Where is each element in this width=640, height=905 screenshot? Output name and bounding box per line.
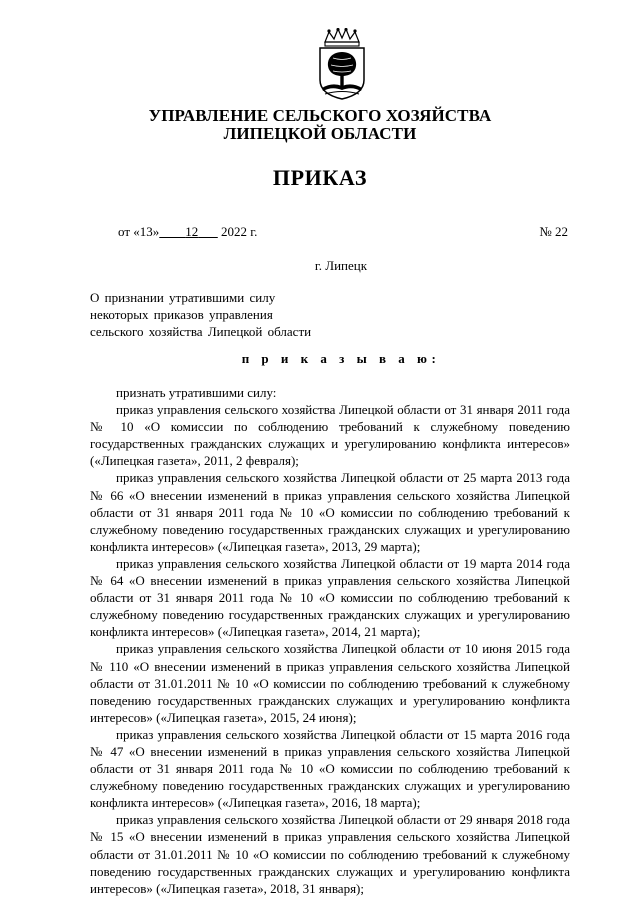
date-year: 2022 г. <box>221 224 258 239</box>
document-number: № 22 <box>539 224 568 239</box>
date-prefix: от «13» <box>118 224 160 239</box>
body-paragraph: приказ управления сельского хозяйства Липецкой области от 10 июня 2015 года № 110 «О внесении изменений в приказ управления сельского хозяйства Липецкой области от 31.01.2011 № 10 «О комиссии по соблюдению требований к служебному поведению государственных гражданских служащих и урегулированию конфликта интересов» («Липецкая газета», 2015, 24 июня); <box>90 641 570 725</box>
document-body <box>90 384 570 897</box>
organization-name-line2: ЛИПЕЦКОЙ ОБЛАСТИ <box>223 124 417 143</box>
document-subject <box>90 289 311 340</box>
body-paragraph: приказ управления сельского хозяйства Липецкой области от 31 января 2011 года № 10 «О комиссии по соблюдению требований к служебному поведению государственных гражданских служащих и урегулированию конфликта интересов» («Липецкая газета», 2011, 2 февраля); <box>90 402 570 469</box>
body-paragraph: приказ управления сельского хозяйства Липецкой области от 19 марта 2014 года № 64 «О внесении изменений в приказ управления сельского хозяйства Липецкой области от 31 января 2011 года № 10 «О комиссии по соблюдению требований к служебному поведению государственных гражданских служащих и урегулированию конфликта интересов» («Липецкая газета», 2014, 21 марта); <box>90 555 570 640</box>
document-date <box>118 224 257 240</box>
body-paragraph: приказ управления сельского хозяйства Липецкой области от 29 января 2018 года № 15 «О внесении изменений в приказ управления сельского хозяйства Липецкой области от 31.01.2011 № 10 «О комиссии по соблюдению требований к служебному поведению государственных гражданских служащих и урегулированию конфликта интересов» («Липецкая газета», 2018, 31 января); <box>90 812 570 896</box>
body-paragraph: приказ управления сельского хозяйства Липецкой области от 25 марта 2013 года № 66 «О внесении изменений в приказ управления сельского хозяйства Липецкой области от 31 января 2011 года № 10 «О комиссии по соблюдению требований к служебному поведению государственных гражданских служащих и урегулированию конфликта интересов» («Липецкая газета», 2013, 29 марта); <box>90 470 570 554</box>
body-intro: признать утратившими силу: <box>116 385 277 400</box>
document-city: г. Липецк <box>314 258 368 273</box>
subject-line: сельского хозяйства Липецкой области <box>90 324 312 339</box>
date-month: 12 <box>185 224 199 239</box>
body-paragraph: приказ управления сельского хозяйства Липецкой области от 15 марта 2016 года № 47 «О внесении изменений в приказ управления сельского хозяйства Липецкой области от 31 января 2011 года № 10 «О комиссии по соблюдению требований к служебному поведению государственных гражданских служащих и урегулированию конфликта интересов» («Липецкая газета», 2016, 18 марта); <box>90 726 570 811</box>
order-heading: п р и к а з ы в а ю: <box>241 351 441 366</box>
subject-line: некоторых приказов управления <box>90 307 273 322</box>
document-title: ПРИКАЗ <box>272 165 368 190</box>
organization-name-line1: УПРАВЛЕНИЕ СЕЛЬСКОГО ХОЗЯЙСТВА <box>148 106 492 125</box>
subject-line: О признании утратившими силу <box>90 290 276 305</box>
lipetsk-coat-of-arms-icon <box>317 28 367 100</box>
